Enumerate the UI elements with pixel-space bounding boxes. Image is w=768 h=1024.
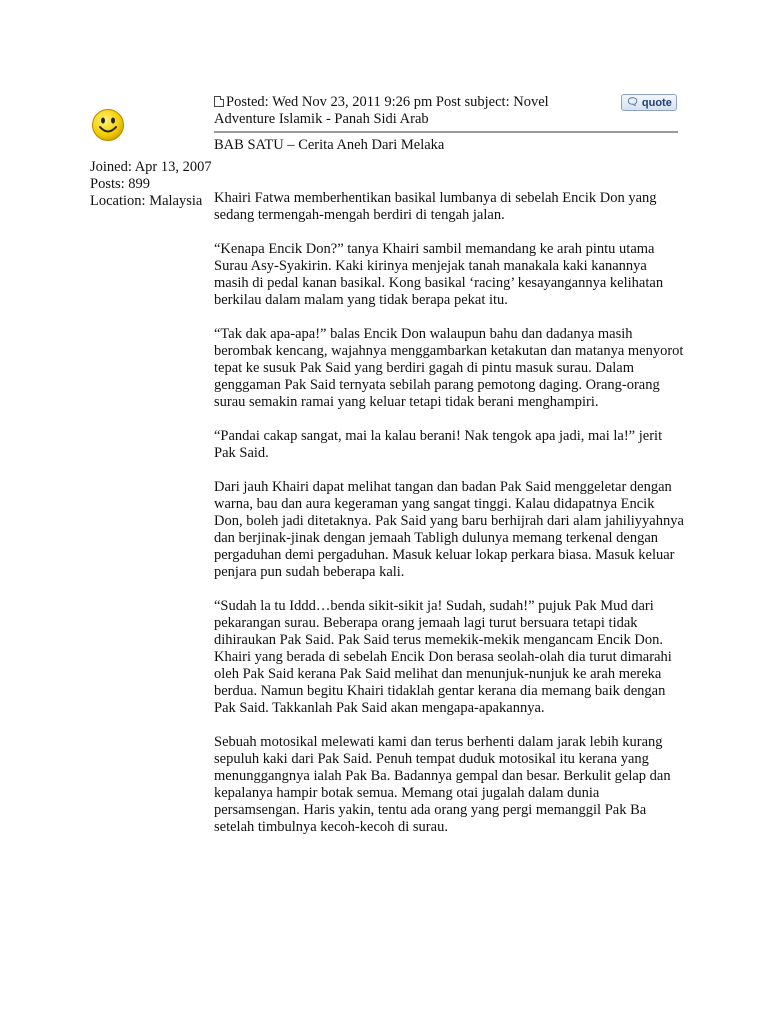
post-count: Posts: 899 [90, 176, 151, 192]
paragraph: “Tak dak apa-apa!” balas Encik Don walaupun bahu dan dadanya masih berombak kencang, wajahnya menggambarkan ketakutan dan matanya menyorot tepat ke susuk Pak Said yang berdiri gagah di pintu masuk surau. Dalam genggaman Pak Said ternyata sebilah parang pemotong daging. Orang-orang surau semakin ramai yang keluar tetapi tidak berani menghampiri. [214, 326, 684, 410]
joined-date: Joined: Apr 13, 2007 [90, 159, 212, 175]
smiley-avatar-icon [91, 108, 125, 142]
post-header [214, 94, 594, 128]
chapter-title: BAB SATU – Cerita Aneh Dari Melaka [214, 137, 445, 153]
paragraph: “Pandai cakap sangat, mai la kalau berani! Nak tengok apa jadi, mai la!” jerit Pak Said. [214, 428, 663, 461]
paragraph: “Sudah la tu Iddd…benda sikit-sikit ja! Sudah, sudah!” pujuk Pak Mud dari pekarangan surau. Beberapa orang jemaah lagi turut bersuara tetapi tidak dihiraukan Pak Said. Pak Said terus memekik-mekik mengancam Encik Don. Khairi yang berada di sebelah Encik Don berasa seolah-olah dia turut dimarahi oleh Pak Said kerana Pak Said melihat dan menunjuk-nunjuk ke arah mereka berdua. Namun begitu Khairi tidaklah gentar kerana dia memang baik dengan Pak Said. Takkanlah Pak Said akan mengapa-apakannya. [214, 598, 672, 716]
post-divider [214, 131, 678, 133]
post-link-icon[interactable] [214, 96, 224, 107]
quote-label: quote [641, 96, 672, 109]
paragraph: Dari jauh Khairi dapat melihat tangan dan badan Pak Said menggeletar dengan warna, bau dan aura kegeraman yang sangat tinggi. Kalau didapatnya Encik Don, boleh jadi ditetaknya. Pak Said yang baru berhijrah dari alam jahiliyyahnya dan berjinak-jinak dengan jemaah Tabligh dulunya memang terkenal dengan pergaduhan demi pergaduhan. Masuk keluar lokap perkara biasa. Masuk keluar penjara pun sudah beberapa kali. [214, 479, 684, 580]
speech-bubble-icon: 🗨 [626, 97, 639, 108]
paragraph: Khairi Fatwa memberhentikan basikal lumbanya di sebelah Encik Don yang sedang termengah-mengah berdiri di tengah jalan. [214, 190, 657, 223]
post-body [214, 190, 684, 853]
user-location: Location: Malaysia [90, 193, 203, 209]
quote-button[interactable] [621, 94, 677, 111]
user-profile [90, 159, 215, 210]
paragraph: “Kenapa Encik Don?” tanya Khairi sambil memandang ke arah pintu utama Surau Asy-Syakirin. Kaki kirinya menjejak tanah manakala kaki kanannya masih di pedal kanan basikal. Kong basikal ‘racing’ kesayangannya kelihatan berkilau dalam malam yang tidak berapa pekat itu. [214, 241, 664, 308]
post-meta: Posted: Wed Nov 23, 2011 9:26 pm Post subject: Novel Adventure Islamik - Panah Sidi Arab [214, 94, 549, 127]
paragraph: Sebuah motosikal melewati kami dan terus berhenti dalam jarak lebih kurang sepuluh kaki dari Pak Said. Penuh tempat duduk motosikal itu kerana yang menunggangnya ialah Pak Ba. Badannya gempal dan besar. Berkulit gelap dan kepalanya hampir botak semua. Memang otai jugalah dalam dunia persamsengan. Haris yakin, tentu ada orang yang pergi memanggil Pak Ba setelah timbulnya kecoh-kecoh di surau. [214, 734, 671, 835]
